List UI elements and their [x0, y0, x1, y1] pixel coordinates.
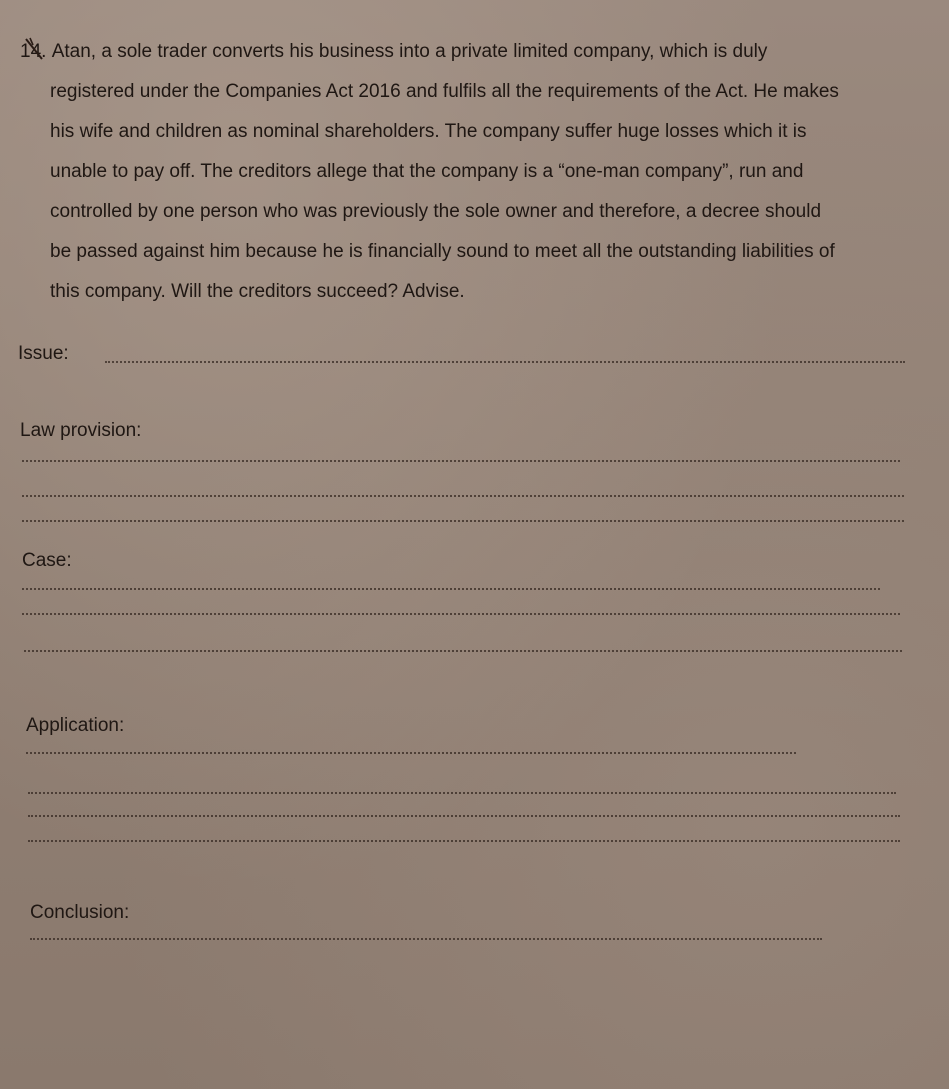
application-answer-line-4[interactable] — [28, 840, 900, 842]
question-line-1: 14. Atan, a sole trader converts his business into a private limited company, which is duly — [20, 32, 920, 72]
conclusion-answer-line[interactable] — [30, 938, 822, 940]
question-line-4: unable to pay off. The creditors allege that the company is a “one-man company”, run and — [50, 161, 804, 182]
application-answer-line-3[interactable] — [28, 815, 900, 817]
question-line-2: registered under the Companies Act 2016 and fulfils all the requirements of the Act. He makes — [50, 81, 839, 102]
case-answer-line-2[interactable] — [22, 613, 900, 615]
application-answer-line-1[interactable] — [26, 752, 796, 754]
question-number: 14. — [20, 41, 52, 62]
law-provision-label: Law provision: — [20, 420, 142, 441]
question-line-7: this company. Will the creditors succeed? Advise. — [50, 281, 465, 302]
case-label: Case: — [22, 550, 72, 571]
law-provision-answer-line-3[interactable] — [22, 520, 904, 522]
question-line-6: be passed against him because he is financially sound to meet all the outstanding liabilities of — [50, 241, 835, 262]
case-answer-line-1[interactable] — [22, 588, 880, 590]
issue-answer-line[interactable] — [105, 361, 905, 363]
conclusion-label: Conclusion: — [30, 902, 130, 923]
application-label: Application: — [26, 715, 125, 736]
question-line-5: controlled by one person who was previously the sole owner and therefore, a decree should — [50, 201, 822, 222]
issue-label: Issue: — [18, 343, 69, 364]
application-answer-line-2[interactable] — [28, 792, 896, 794]
question-line-3: his wife and children as nominal shareholders. The company suffer huge losses which it is — [50, 121, 807, 142]
case-answer-line-3[interactable] — [24, 650, 902, 652]
law-provision-answer-line-2[interactable] — [22, 495, 904, 497]
question-text — [20, 32, 920, 312]
handwritten-strike-mark — [24, 37, 44, 63]
law-provision-answer-line-1[interactable] — [22, 460, 900, 462]
